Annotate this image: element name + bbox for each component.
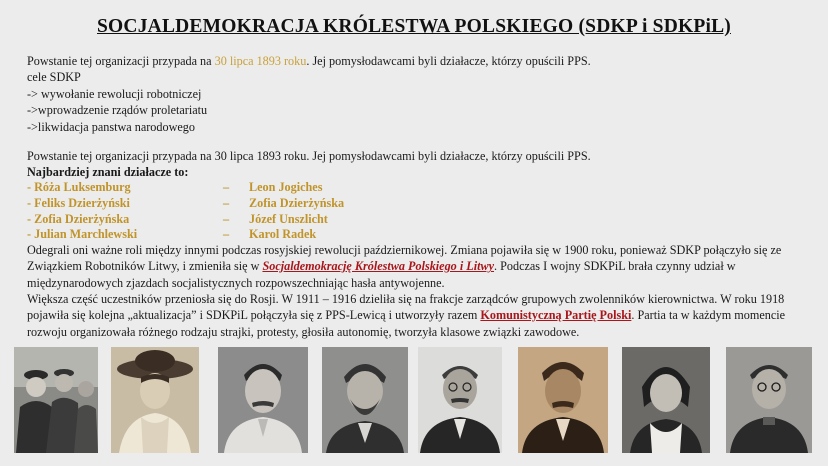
goal-item: -> wywołanie rewolucji robotniczej (27, 86, 202, 101)
activist-item: – Zofia Dzierżyńska (223, 195, 345, 210)
portrait-photo (14, 347, 98, 453)
activist-item: - Róża Luksemburg (27, 180, 131, 194)
portrait-photo (418, 347, 502, 453)
intro-line: Powstanie tej organizacji przypada na 30 lipca 1893 roku. Jej pomysłodawcami byli działacze, którzy opuścili PPS. (27, 54, 591, 68)
goal-item: ->wprowadzenie rządów proletariatu (27, 103, 208, 118)
portrait-photo (111, 347, 199, 453)
portrait-photo (322, 347, 408, 453)
activist-item: - Zofia Dzierżyńska (27, 211, 130, 226)
repeat-line: Powstanie tej organizacji przypada na 30 lipca 1893 roku. Jej pomysłodawcami byli działacze, którzy opuścili PPS. (27, 149, 591, 163)
activists-right-list (223, 180, 344, 243)
portrait-photo (726, 347, 812, 453)
portrait-strip (0, 347, 828, 453)
activists-left-list (27, 180, 137, 243)
intro-block (27, 53, 591, 135)
page-title: SOCJALDEMOKRACJA KRÓLESTWA POLSKIEGO (SDKP i SDKPiL) (97, 16, 731, 37)
founding-date: 30 lipca 1893 roku (214, 54, 307, 68)
activist-item: – Józef Unszlicht (223, 211, 328, 226)
goals-heading: cele SDKP (27, 70, 81, 85)
activists-heading: Najbardziej znani działacze to: (27, 165, 189, 180)
activist-item: – Leon Jogiches (223, 180, 323, 194)
kpp-link[interactable]: Komunistyczną Partię Polski (480, 308, 632, 323)
portrait-photo (518, 347, 608, 453)
activist-item: - Feliks Dzierżyński (27, 195, 130, 210)
portrait-photo (218, 347, 308, 453)
history-paragraph-2: Większa część uczestników przeniosła się do Rosji. W 1911 – 1916 dzieliła się na frakcje zarządców grupowych zwolenników kierownictwa. W roku 1918 pojawiła się kolejna „aktualizacja” i SDKPiL połączyła się z PPS-Lewicą i utworzyły razem Komunistyczną Partię Polski. Partia ta w każdym momencie rozwoju organizowała różnego rodzaju strajki, protesty, głosiła autonomię, tworzyła klasowe związki zawodowe. (27, 292, 786, 339)
activist-item: - Julian Marchlewski (27, 227, 138, 242)
activist-item: – Karol Radek (223, 227, 317, 242)
history-paragraph-1: Odegrali oni ważne roli między innymi podczas rosyjskiej rewolucji październikowej. Zmiana pojawiła się w 1900 roku, ponieważ SDKP połączyło się ze Związkiem Robotników Litwy, i zmieniła się w Socjaldemokrację Królestwa Polskiego i Litwy. Podczas I wojny SDKPiL brała czynny udział w międzynarodowych zjazdach socjalistycznych rozpowszechniając hasła antywojenne. (27, 243, 782, 290)
portrait-photo (622, 347, 710, 453)
sdkpil-link[interactable]: Socjaldemokrację Królestwa Polskiego i Litwy (262, 259, 495, 274)
second-block (27, 148, 591, 181)
activists-lists (27, 180, 807, 240)
goal-item: ->likwidacja panstwa narodowego (27, 119, 195, 134)
